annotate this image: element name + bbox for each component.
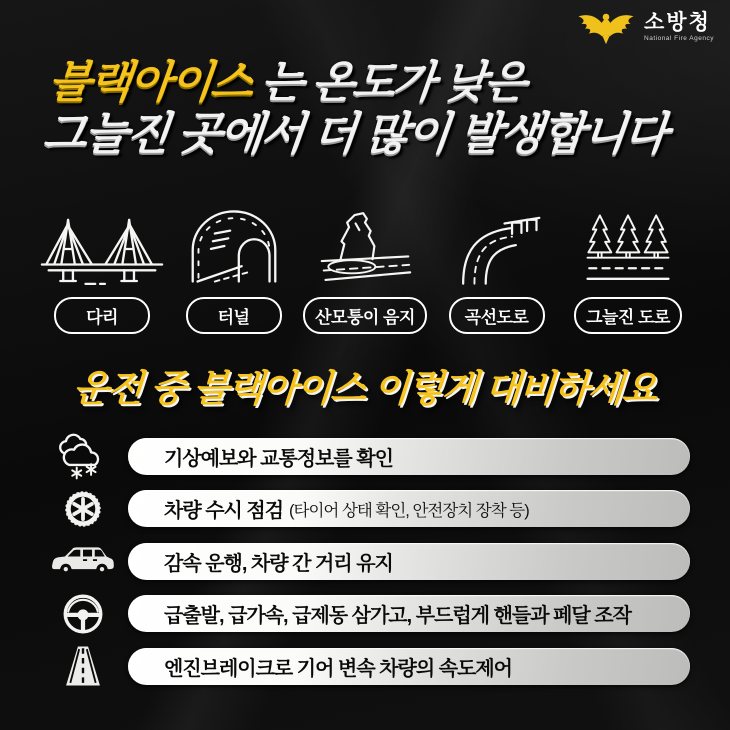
tip-row-slow-driving [38, 535, 690, 588]
location-curved-road [433, 198, 561, 334]
tip-bar [128, 438, 690, 475]
title-highlight: 블랙아이스 [46, 58, 254, 107]
tip-text: 차량 수시 점검 [164, 500, 284, 523]
tip-bar [128, 595, 690, 632]
title-line-1 [46, 58, 674, 108]
tips-heading: 운전 중 블랙아이스 이렇게 대비하세요 [71, 368, 658, 409]
tip-bar [128, 648, 690, 685]
agency-logo [575, 8, 714, 46]
curved-road-icon [450, 198, 544, 288]
tip-row-smooth-control [38, 588, 690, 641]
road-icon [38, 643, 128, 689]
location-bridge [38, 198, 166, 334]
agency-subtitle: National Fire Agency [644, 34, 714, 42]
tip-text: 엔진브레이크로 기어 변속 차량의 속도제어 [164, 657, 512, 680]
tips-list [38, 430, 690, 693]
location-tunnel [170, 198, 298, 334]
location-label-shaded-road: 그늘진 도로 [574, 297, 682, 334]
location-label-curved-road: 곡선도로 [449, 297, 545, 334]
location-mountain-shade [301, 198, 429, 334]
location-label-tunnel: 터널 [186, 297, 282, 334]
tip-bar [128, 543, 690, 580]
fire-agency-eagle-emblem-icon [575, 8, 637, 46]
tip-text: 감속 운행, 차량 간 거리 유지 [164, 552, 393, 575]
tip-row-engine-brake [38, 640, 690, 693]
bridge-icon [39, 198, 165, 288]
tunnel-icon [186, 198, 282, 288]
tire-icon [38, 487, 128, 531]
tip-bar [128, 490, 690, 527]
snow-cloud-icon [38, 430, 128, 482]
agency-name: 소방청 [644, 10, 711, 34]
title-line1-rest: 는 온도가 낮은 [258, 58, 528, 107]
location-label-mountain-shade: 산모퉁이 음지 [303, 297, 427, 334]
steering-wheel-icon [38, 592, 128, 636]
tip-row-weather [38, 430, 690, 483]
black-ice-locations [38, 198, 692, 334]
main-title [41, 58, 674, 159]
mountain-shade-icon [318, 198, 412, 288]
car-icon [38, 542, 128, 580]
location-label-bridge: 다리 [54, 297, 150, 334]
tip-text: 급출발, 급가속, 급제동 삼가고, 부드럽게 핸들과 페달 조작 [164, 605, 631, 628]
location-shaded-road [564, 198, 692, 334]
shaded-road-icon [584, 198, 672, 288]
tip-row-vehicle-check [38, 483, 690, 536]
title-line-2: 그늘진 곳에서 더 많이 발생합니다 [40, 108, 669, 160]
tip-note: (타이어 상태 확인, 안전장치 장착 등) [289, 501, 529, 520]
tip-text: 기상예보와 교통정보를 확인 [164, 447, 393, 470]
